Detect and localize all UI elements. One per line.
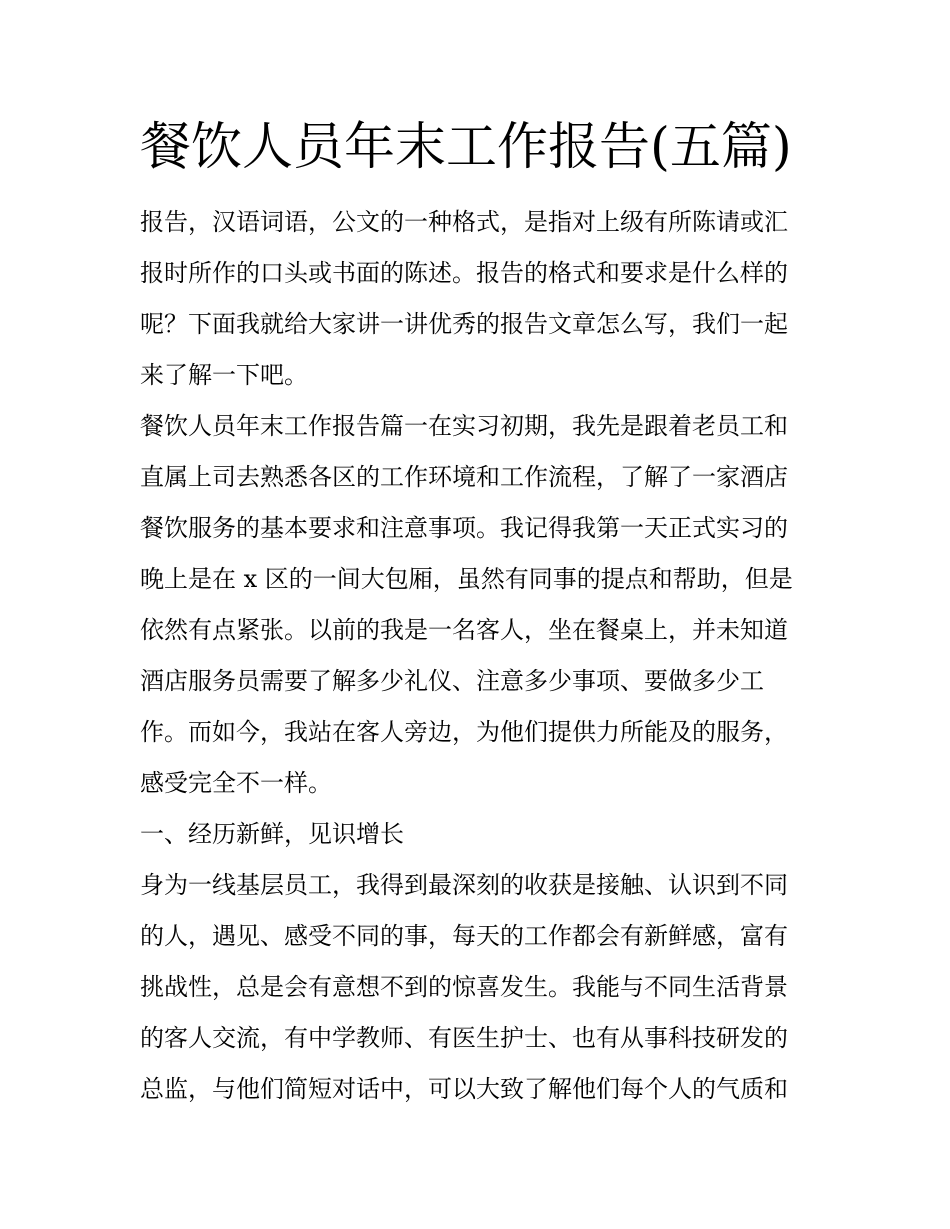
paragraph-line: 餐饮人员年末工作报告篇一在实习初期，我先是跟着老员工和: [140, 412, 788, 440]
paragraph-line: 依然有点紧张。以前的我是一名客人，坐在餐桌上，并未知道: [140, 616, 788, 644]
paragraph-line: 直属上司去熟悉各区的工作环境和工作流程，了解了一家酒店: [140, 463, 788, 491]
document-title: 餐饮人员年末工作报告(五篇): [140, 118, 792, 177]
paragraph-line: 晚上是在 x 区的一间大包厢，虽然有同事的提点和帮助，但是: [140, 565, 793, 593]
paragraph-line: 呢？下面我就给大家讲一讲优秀的报告文章怎么写，我们一起: [140, 310, 788, 338]
paragraph-line: 感受完全不一样。: [140, 769, 332, 797]
paragraph-line: 报时所作的口头或书面的陈述。报告的格式和要求是什么样的: [140, 259, 788, 287]
paragraph-line: 酒店服务员需要了解多少礼仪、注意多少事项、要做多少工: [140, 667, 764, 695]
paragraph-line: 作。而如今，我站在客人旁边，为他们提供力所能及的服务，: [140, 718, 788, 746]
paragraph-line: 餐饮服务的基本要求和注意事项。我记得我第一天正式实习的: [140, 514, 788, 542]
paragraph-line: 的人，遇见、感受不同的事，每天的工作都会有新鲜感，富有: [140, 922, 788, 950]
paragraph-line: 的客人交流，有中学教师、有医生护士、也有从事科技研发的: [140, 1024, 788, 1052]
paragraph-line: 报告，汉语词语，公文的一种格式，是指对上级有所陈请或汇: [140, 208, 788, 236]
paragraph-line: 挑战性，总是会有意想不到的惊喜发生。我能与不同生活背景: [140, 973, 788, 1001]
paragraph-line: 来了解一下吧。: [140, 361, 308, 389]
paragraph-line: 总监，与他们简短对话中，可以大致了解他们每个人的气质和: [140, 1075, 788, 1103]
section-heading: 一、经历新鲜，见识增长: [140, 820, 404, 848]
paragraph-line: 身为一线基层员工，我得到最深刻的收获是接触、认识到不同: [140, 871, 788, 899]
